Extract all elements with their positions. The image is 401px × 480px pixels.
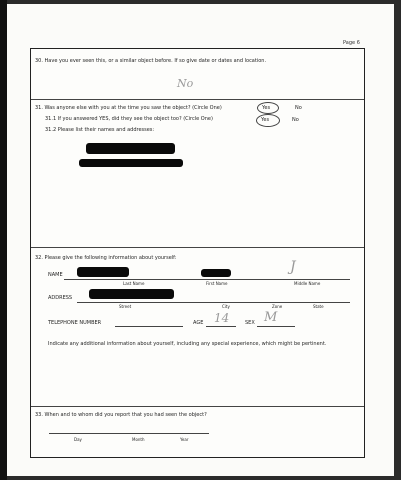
redaction-last-name bbox=[77, 267, 129, 277]
name-label: NAME bbox=[48, 272, 63, 278]
page-number: Page 6 bbox=[343, 40, 360, 46]
day-caption: Day bbox=[74, 437, 82, 442]
year-caption: Year bbox=[180, 437, 189, 442]
additional-info-text: Indicate any additional information about yourself, including any special experience, which might be pertinent. bbox=[48, 341, 327, 347]
month-caption: Month bbox=[132, 437, 145, 442]
age-line bbox=[206, 326, 236, 327]
question-30-text: 30. Have you ever seen this, or a similar object before. If so give date or dates and location. bbox=[35, 58, 267, 64]
question-31-1-yes: Yes bbox=[261, 117, 270, 123]
sex-line bbox=[257, 326, 295, 327]
street-caption: Street bbox=[119, 304, 132, 309]
first-name-caption: First Name bbox=[206, 281, 228, 286]
name-line bbox=[64, 279, 350, 280]
question-31-1-text: 31.1 If you answered YES, did they see the object too? (Circle One) bbox=[45, 116, 213, 122]
question-31-section bbox=[31, 99, 364, 248]
question-30-answer: No bbox=[177, 77, 194, 90]
age-value: 14 bbox=[214, 311, 230, 325]
question-33-section bbox=[31, 406, 364, 457]
redaction-address bbox=[89, 289, 174, 299]
sex-value: M bbox=[264, 310, 278, 325]
redaction-names-1 bbox=[86, 143, 175, 154]
middle-name-caption: Middle Name bbox=[294, 281, 321, 286]
scan-left-edge bbox=[0, 0, 7, 480]
zone-caption: Zone bbox=[272, 304, 283, 309]
report-date-line bbox=[49, 433, 209, 434]
form-sheet bbox=[30, 48, 365, 458]
address-label: ADDRESS bbox=[48, 295, 73, 301]
question-31-2-text: 31.2 Please list their names and addresses: bbox=[45, 127, 155, 133]
question-31-yes: Yes bbox=[262, 105, 271, 111]
city-caption: City bbox=[222, 304, 230, 309]
question-33-text: 33. When and to whom did you report that you had seen the object? bbox=[35, 412, 207, 418]
question-32-text: 32. Please give the following information about yourself: bbox=[35, 255, 177, 261]
question-30-section bbox=[31, 49, 364, 100]
question-31-text: 31. Was anyone else with you at the time you saw the object? (Circle One) bbox=[35, 105, 222, 111]
telephone-label: TELEPHONE NUMBER bbox=[48, 320, 102, 326]
state-caption: State bbox=[313, 304, 324, 309]
sex-label: SEX bbox=[245, 320, 255, 326]
age-label: AGE bbox=[193, 320, 204, 326]
address-line bbox=[77, 302, 350, 303]
redaction-names-2 bbox=[79, 159, 183, 167]
question-31-no: No bbox=[295, 105, 302, 111]
question-32-section bbox=[31, 247, 364, 407]
redaction-first-name bbox=[201, 269, 231, 277]
telephone-line bbox=[115, 326, 183, 327]
middle-initial-value: J bbox=[290, 259, 296, 275]
last-name-caption: Last Name bbox=[123, 281, 145, 286]
question-31-1-no: No bbox=[292, 117, 299, 123]
